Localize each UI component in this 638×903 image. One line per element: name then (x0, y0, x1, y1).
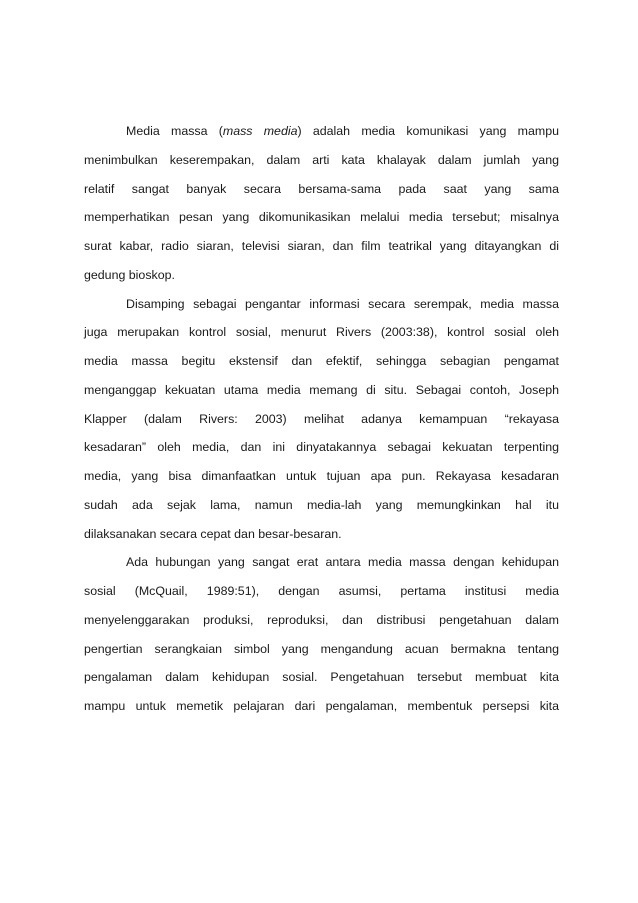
paragraph-2-line-4: menganggap kekuatan utama media memang di situ. Sebagai contoh, Joseph (84, 382, 559, 397)
paragraph-1-line-1-end: ) adalah media komunikasi yang mampu (297, 124, 559, 138)
body-text (84, 117, 559, 721)
paragraph-3-line-1: Ada hubungan yang sangat erat antara media massa dengan kehidupan (126, 555, 559, 570)
paragraph-2 (84, 290, 559, 549)
paragraph-2-line-5: Klapper (dalam Rivers: 2003) melihat adanya kemampuan “rekayasa (84, 411, 559, 426)
paragraph-3 (84, 548, 559, 721)
paragraph-1-line-1 (84, 117, 559, 146)
paragraph-2-line-8: sudah ada sejak lama, namun media-lah yang memungkinkan hal itu (84, 497, 559, 512)
paragraph-1-line-4: memperhatikan pesan yang dikomunikasikan melalui media tersebut; misalnya (84, 210, 559, 225)
paragraph-2-line-7: media, yang bisa dimanfaatkan untuk tujuan apa pun. Rekayasa kesadaran (84, 469, 559, 483)
paragraph-2-line-2: juga merupakan kontrol sosial, menurut Rivers (2003:38), kontrol sosial oleh (84, 325, 559, 340)
term-mass-media: mass media (222, 124, 298, 138)
paragraph-1-line-5: surat kabar, radio siaran, televisi siaran, dan film teatrikal yang ditayangkan di (84, 239, 559, 253)
paragraph-2-line-9: dilaksanakan secara cepat dan besar-besaran. (84, 526, 342, 541)
paragraph-1-line-1-start: Media massa ( (126, 124, 223, 138)
paragraph-3-line-6: mampu untuk memetik pelajaran dari pengalaman, membentuk persepsi kita (84, 699, 559, 713)
paragraph-1-line-3: relatif sangat banyak secara bersama-sama pada saat yang sama (84, 181, 559, 196)
paragraph-1 (84, 117, 559, 290)
paragraph-3-line-2: sosial (McQuail, 1989:51), dengan asumsi, pertama institusi media (84, 584, 559, 598)
paragraph-3-line-3: menyelenggarakan produksi, reproduksi, dan distribusi pengetahuan dalam (84, 612, 559, 627)
paragraph-1-line-6: gedung bioskop. (84, 267, 175, 282)
paragraph-2-line-3: media massa begitu ekstensif dan efektif, sehingga sebagian pengamat (84, 354, 559, 368)
paragraph-2-line-6: kesadaran” oleh media, dan ini dinyatakannya sebagai kekuatan terpenting (84, 440, 559, 455)
paragraph-3-line-4: pengertian serangkaian simbol yang mengandung acuan bermakna tentang (84, 641, 559, 656)
paragraph-2-line-1: Disamping sebagai pengantar informasi secara serempak, media massa (126, 296, 559, 311)
paragraph-1-line-2: menimbulkan keserempakan, dalam arti kata khalayak dalam jumlah yang (84, 152, 559, 167)
paragraph-3-line-5: pengalaman dalam kehidupan sosial. Pengetahuan tersebut membuat kita (84, 670, 559, 685)
